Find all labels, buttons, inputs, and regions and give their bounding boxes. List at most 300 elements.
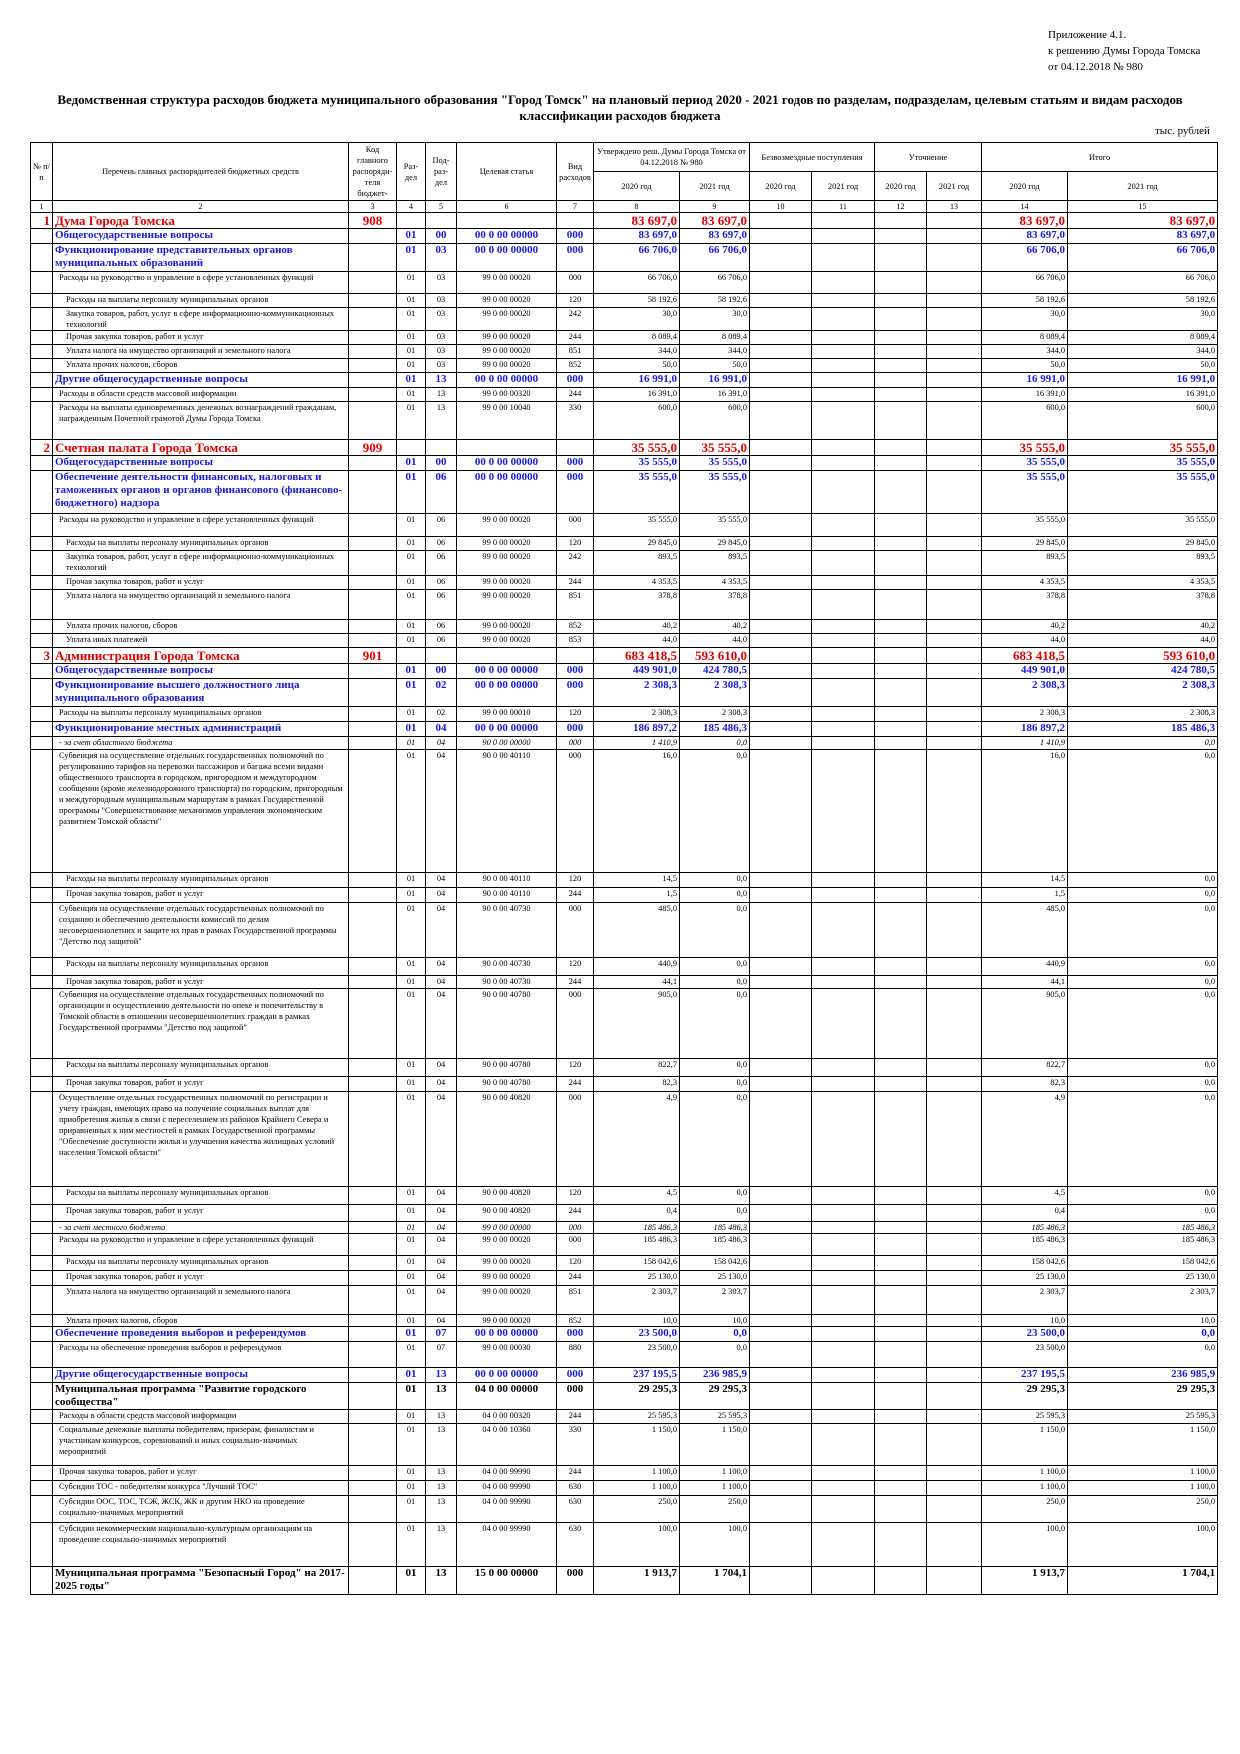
row-clarify-2021 <box>927 345 982 359</box>
row-total-2020: 250,0 <box>982 1496 1068 1523</box>
row-clarify-2020 <box>875 903 927 958</box>
row-total-2020: 185 486,3 <box>982 1234 1068 1256</box>
row-code <box>349 1222 397 1234</box>
row-approved-2021: 30,0 <box>680 308 750 331</box>
column-number: 8 <box>594 201 680 213</box>
row-name: Прочая закупка товаров, работ и услуг <box>53 1205 349 1222</box>
table-row <box>31 873 1218 888</box>
table-row <box>31 402 1218 440</box>
row-approved-2021: 29 295,3 <box>680 1383 750 1410</box>
row-type: 120 <box>557 958 594 976</box>
row-code <box>349 359 397 373</box>
row-number <box>31 514 53 537</box>
row-clarify-2021 <box>927 1187 982 1205</box>
row-name: Прочая закупка товаров, работ и услуг <box>53 576 349 590</box>
row-gratuitous-2020 <box>750 1187 812 1205</box>
row-approved-2021: 2 308,3 <box>680 679 750 707</box>
row-type: 244 <box>557 1410 594 1424</box>
row-approved-2020: 2 308,3 <box>594 707 680 722</box>
row-total-2020: 1 410,9 <box>982 737 1068 750</box>
row-total-2020: 44,0 <box>982 634 1068 648</box>
row-gratuitous-2020 <box>750 1327 812 1342</box>
row-target: 99 0 00 00020 <box>457 272 557 294</box>
row-total-2020: 35 555,0 <box>982 440 1068 456</box>
row-target: 99 0 00 00020 <box>457 514 557 537</box>
row-type: 120 <box>557 294 594 308</box>
row-clarify-2021 <box>927 1567 982 1595</box>
table-row <box>31 440 1218 456</box>
header-year: 2021 год <box>680 172 750 201</box>
row-name: Расходы на выплаты персоналу муниципальных органов <box>53 1256 349 1271</box>
table-row <box>31 213 1218 229</box>
row-type: 000 <box>557 373 594 388</box>
row-gratuitous-2020 <box>750 1466 812 1481</box>
row-target: 90 0 00 40780 <box>457 1059 557 1077</box>
row-approved-2020: 30,0 <box>594 308 680 331</box>
row-target: 00 0 00 00000 <box>457 373 557 388</box>
row-approved-2021: 0,0 <box>680 1059 750 1077</box>
row-approved-2020: 16 991,0 <box>594 373 680 388</box>
row-section: 01 <box>397 664 426 679</box>
row-subsection: 06 <box>426 620 457 634</box>
row-name: Расходы на выплаты единовременных денежных вознаграждений гражданам, награжденным Почетной грамотой Думы Города Томска <box>53 402 349 440</box>
row-approved-2021: 83 697,0 <box>680 229 750 244</box>
row-subsection: 04 <box>426 1059 457 1077</box>
row-clarify-2021 <box>927 1222 982 1234</box>
row-number: 2 <box>31 440 53 456</box>
row-gratuitous-2020 <box>750 514 812 537</box>
row-approved-2021: 100,0 <box>680 1523 750 1567</box>
row-number <box>31 620 53 634</box>
row-gratuitous-2020 <box>750 590 812 620</box>
row-gratuitous-2021 <box>812 989 875 1059</box>
row-target: 99 0 00 00020 <box>457 331 557 345</box>
row-approved-2021: 1 704,1 <box>680 1567 750 1595</box>
row-gratuitous-2020 <box>750 308 812 331</box>
row-subsection: 07 <box>426 1327 457 1342</box>
row-total-2021: 66 706,0 <box>1068 244 1218 272</box>
row-type: 880 <box>557 1342 594 1368</box>
row-type: 852 <box>557 359 594 373</box>
row-total-2020: 100,0 <box>982 1523 1068 1567</box>
row-subsection: 13 <box>426 1383 457 1410</box>
row-total-2020: 1,5 <box>982 888 1068 903</box>
table-row <box>31 1205 1218 1222</box>
row-total-2020: 16 991,0 <box>982 373 1068 388</box>
row-clarify-2020 <box>875 1496 927 1523</box>
row-total-2021: 2 308,3 <box>1068 707 1218 722</box>
row-subsection: 03 <box>426 294 457 308</box>
row-type: 000 <box>557 722 594 737</box>
row-approved-2021: 66 706,0 <box>680 272 750 294</box>
row-number <box>31 551 53 576</box>
row-approved-2020: 44,0 <box>594 634 680 648</box>
row-gratuitous-2021 <box>812 590 875 620</box>
row-target <box>457 213 557 229</box>
row-approved-2021: 0,0 <box>680 737 750 750</box>
row-section <box>397 440 426 456</box>
row-section: 01 <box>397 1410 426 1424</box>
row-clarify-2020 <box>875 1481 927 1496</box>
row-gratuitous-2020 <box>750 722 812 737</box>
row-approved-2020: 29 295,3 <box>594 1383 680 1410</box>
row-target: 99 0 00 00320 <box>457 388 557 402</box>
row-subsection: 06 <box>426 590 457 620</box>
row-gratuitous-2020 <box>750 664 812 679</box>
row-approved-2020: 16 391,0 <box>594 388 680 402</box>
table-row <box>31 1523 1218 1567</box>
row-target: 99 0 00 00020 <box>457 551 557 576</box>
row-number <box>31 537 53 551</box>
table-row <box>31 620 1218 634</box>
row-code <box>349 1059 397 1077</box>
row-name: Расходы на руководство и управление в сфере установленных функций <box>53 272 349 294</box>
row-number <box>31 308 53 331</box>
row-name: Администрация Города Томска <box>53 648 349 664</box>
row-name: Расходы на выплаты персоналу муниципальных органов <box>53 958 349 976</box>
row-section: 01 <box>397 331 426 345</box>
row-type: 330 <box>557 402 594 440</box>
row-gratuitous-2020 <box>750 440 812 456</box>
row-type: 242 <box>557 551 594 576</box>
row-name: Уплата прочих налогов, сборов <box>53 1315 349 1327</box>
row-total-2020: 35 555,0 <box>982 471 1068 514</box>
table-row <box>31 1256 1218 1271</box>
table-row <box>31 1496 1218 1523</box>
row-section: 01 <box>397 590 426 620</box>
row-target: 90 0 00 00000 <box>457 737 557 750</box>
row-number <box>31 976 53 989</box>
row-total-2021: 0,0 <box>1068 888 1218 903</box>
row-gratuitous-2021 <box>812 958 875 976</box>
row-total-2021: 185 486,3 <box>1068 722 1218 737</box>
row-gratuitous-2021 <box>812 750 875 873</box>
row-approved-2020: 10,0 <box>594 1315 680 1327</box>
row-name: Обеспечение деятельности финансовых, налоговых и таможенных органов и органов финансового (финансово-бюджетного) надзора <box>53 471 349 514</box>
row-clarify-2020 <box>875 989 927 1059</box>
row-section: 01 <box>397 903 426 958</box>
row-clarify-2020 <box>875 1567 927 1595</box>
row-type: 000 <box>557 750 594 873</box>
table-row <box>31 359 1218 373</box>
row-approved-2020: 1 150,0 <box>594 1424 680 1466</box>
row-gratuitous-2020 <box>750 1342 812 1368</box>
row-gratuitous-2020 <box>750 294 812 308</box>
row-gratuitous-2021 <box>812 1342 875 1368</box>
row-target: 00 0 00 00000 <box>457 679 557 707</box>
header-subsection: Под-раз-дел <box>426 143 457 201</box>
table-row <box>31 1567 1218 1595</box>
row-subsection: 04 <box>426 1315 457 1327</box>
row-name: Уплата налога на имущество организаций и земельного налога <box>53 1286 349 1315</box>
row-section: 01 <box>397 707 426 722</box>
row-approved-2020: 250,0 <box>594 1496 680 1523</box>
row-target: 99 0 00 00020 <box>457 576 557 590</box>
row-target: 99 0 00 00020 <box>457 590 557 620</box>
row-type <box>557 440 594 456</box>
row-gratuitous-2021 <box>812 976 875 989</box>
row-gratuitous-2021 <box>812 1496 875 1523</box>
table-header <box>31 143 1218 213</box>
row-total-2021: 1 150,0 <box>1068 1424 1218 1466</box>
row-name: Расходы на выплаты персоналу муниципальных органов <box>53 1059 349 1077</box>
row-total-2021: 1 100,0 <box>1068 1481 1218 1496</box>
header-num: № п/п <box>31 143 53 201</box>
row-target: 99 0 00 00020 <box>457 1315 557 1327</box>
row-approved-2021: 158 042,6 <box>680 1256 750 1271</box>
table-row <box>31 388 1218 402</box>
row-approved-2020: 100,0 <box>594 1523 680 1567</box>
header-year: 2020 год <box>750 172 812 201</box>
row-gratuitous-2021 <box>812 373 875 388</box>
row-total-2020: 29 845,0 <box>982 537 1068 551</box>
row-subsection: 02 <box>426 679 457 707</box>
row-number <box>31 1315 53 1327</box>
row-number <box>31 1092 53 1187</box>
row-number <box>31 1059 53 1077</box>
row-approved-2021: 236 985,9 <box>680 1368 750 1383</box>
row-name: Расходы в области средств массовой информации <box>53 388 349 402</box>
row-clarify-2020 <box>875 1410 927 1424</box>
row-name: Прочая закупка товаров, работ и услуг <box>53 331 349 345</box>
row-total-2020: 600,0 <box>982 402 1068 440</box>
row-type: 120 <box>557 873 594 888</box>
row-approved-2021: 600,0 <box>680 402 750 440</box>
row-clarify-2021 <box>927 648 982 664</box>
row-target: 04 0 00 99990 <box>457 1523 557 1567</box>
row-approved-2020: 1 100,0 <box>594 1466 680 1481</box>
row-type: 851 <box>557 590 594 620</box>
row-number <box>31 331 53 345</box>
row-subsection: 13 <box>426 1424 457 1466</box>
row-gratuitous-2020 <box>750 213 812 229</box>
row-code <box>349 722 397 737</box>
row-approved-2021: 10,0 <box>680 1315 750 1327</box>
row-subsection: 04 <box>426 888 457 903</box>
row-clarify-2021 <box>927 1466 982 1481</box>
row-name: Другие общегосударственные вопросы <box>53 1368 349 1383</box>
row-clarify-2020 <box>875 620 927 634</box>
row-clarify-2020 <box>875 213 927 229</box>
row-target: 90 0 00 40730 <box>457 976 557 989</box>
row-clarify-2020 <box>875 456 927 471</box>
row-name: Счетная палата Города Томска <box>53 440 349 456</box>
table-row <box>31 1187 1218 1205</box>
row-total-2021: 0,0 <box>1068 1342 1218 1368</box>
header-clarify: Уточнение <box>875 143 982 172</box>
row-name: Уплата прочих налогов, сборов <box>53 620 349 634</box>
row-name: Дума Города Томска <box>53 213 349 229</box>
row-subsection: 04 <box>426 1256 457 1271</box>
header-year: 2020 год <box>875 172 927 201</box>
table-row <box>31 1410 1218 1424</box>
row-approved-2020: 23 500,0 <box>594 1327 680 1342</box>
row-target: 99 0 00 00020 <box>457 537 557 551</box>
row-approved-2020: 378,8 <box>594 590 680 620</box>
row-number <box>31 1523 53 1567</box>
row-target: 90 0 00 40820 <box>457 1187 557 1205</box>
row-target: 99 0 00 00020 <box>457 1271 557 1286</box>
row-gratuitous-2020 <box>750 1315 812 1327</box>
row-approved-2021: 0,0 <box>680 958 750 976</box>
row-total-2021: 1 100,0 <box>1068 1466 1218 1481</box>
row-code <box>349 576 397 590</box>
row-code <box>349 1234 397 1256</box>
table-row <box>31 1234 1218 1256</box>
row-gratuitous-2021 <box>812 1481 875 1496</box>
row-total-2021: 29 295,3 <box>1068 1383 1218 1410</box>
row-section: 01 <box>397 1234 426 1256</box>
row-gratuitous-2021 <box>812 229 875 244</box>
row-clarify-2020 <box>875 1077 927 1092</box>
row-total-2020: 16,0 <box>982 750 1068 873</box>
row-approved-2021: 50,0 <box>680 359 750 373</box>
row-approved-2021: 35 555,0 <box>680 456 750 471</box>
row-name: Расходы в области средств массовой информации <box>53 1410 349 1424</box>
table-row <box>31 1092 1218 1187</box>
row-approved-2020: 822,7 <box>594 1059 680 1077</box>
row-code <box>349 229 397 244</box>
row-code <box>349 958 397 976</box>
row-type: 851 <box>557 345 594 359</box>
row-clarify-2021 <box>927 707 982 722</box>
row-type: 000 <box>557 1092 594 1187</box>
row-total-2020: 237 195,5 <box>982 1368 1068 1383</box>
row-total-2021: 83 697,0 <box>1068 213 1218 229</box>
row-clarify-2020 <box>875 1342 927 1368</box>
row-target: 00 0 00 00000 <box>457 456 557 471</box>
column-number: 1 <box>31 201 53 213</box>
row-name: Субвенция на осуществление отдельных государственных полномочий по организации и осуществлению деятельности по опеке и попечительству в Томской области в отношении несовершеннолетних граждан в рамках Государственной программы "Детство под защитой" <box>53 989 349 1059</box>
row-approved-2020: 44,1 <box>594 976 680 989</box>
row-gratuitous-2020 <box>750 750 812 873</box>
row-code <box>349 551 397 576</box>
row-approved-2020: 82,3 <box>594 1077 680 1092</box>
table-row <box>31 737 1218 750</box>
header-code: Код главного распоряди-теля бюджет- <box>349 143 397 201</box>
row-clarify-2020 <box>875 1092 927 1187</box>
row-total-2020: 58 192,6 <box>982 294 1068 308</box>
row-total-2021: 16 991,0 <box>1068 373 1218 388</box>
row-approved-2021: 593 610,0 <box>680 648 750 664</box>
row-total-2020: 25 595,3 <box>982 1410 1068 1424</box>
row-approved-2021: 40,2 <box>680 620 750 634</box>
row-approved-2021: 0,0 <box>680 1077 750 1092</box>
row-approved-2020: 185 486,3 <box>594 1222 680 1234</box>
row-name: Расходы на обеспечение проведения выборов и референдумов <box>53 1342 349 1368</box>
header-gratuitous: Безвозмездные поступления <box>750 143 875 172</box>
row-target: 90 0 00 40820 <box>457 1205 557 1222</box>
row-approved-2020: 600,0 <box>594 402 680 440</box>
row-section: 01 <box>397 1077 426 1092</box>
header-year: 2021 год <box>927 172 982 201</box>
table-row <box>31 989 1218 1059</box>
row-section: 01 <box>397 229 426 244</box>
row-code: 901 <box>349 648 397 664</box>
row-type: 000 <box>557 1234 594 1256</box>
row-number <box>31 737 53 750</box>
row-total-2020: 35 555,0 <box>982 456 1068 471</box>
row-gratuitous-2021 <box>812 244 875 272</box>
table-body <box>31 213 1218 1595</box>
row-number <box>31 958 53 976</box>
row-gratuitous-2021 <box>812 331 875 345</box>
row-gratuitous-2020 <box>750 1496 812 1523</box>
row-clarify-2021 <box>927 1286 982 1315</box>
row-target: 00 0 00 00000 <box>457 1368 557 1383</box>
row-code <box>349 1567 397 1595</box>
row-target: 00 0 00 00000 <box>457 1327 557 1342</box>
row-clarify-2020 <box>875 1256 927 1271</box>
row-type: 000 <box>557 229 594 244</box>
row-section: 01 <box>397 551 426 576</box>
row-type: 120 <box>557 1187 594 1205</box>
row-subsection: 04 <box>426 1271 457 1286</box>
row-gratuitous-2021 <box>812 1567 875 1595</box>
row-total-2021: 893,5 <box>1068 551 1218 576</box>
row-approved-2020: 1 913,7 <box>594 1567 680 1595</box>
row-gratuitous-2021 <box>812 1383 875 1410</box>
row-type: 000 <box>557 456 594 471</box>
row-subsection: 04 <box>426 976 457 989</box>
row-gratuitous-2021 <box>812 1410 875 1424</box>
row-total-2021: 236 985,9 <box>1068 1368 1218 1383</box>
row-clarify-2021 <box>927 213 982 229</box>
row-section: 01 <box>397 1466 426 1481</box>
row-subsection <box>426 648 457 664</box>
row-approved-2021: 44,0 <box>680 634 750 648</box>
row-clarify-2021 <box>927 1059 982 1077</box>
row-gratuitous-2020 <box>750 1481 812 1496</box>
row-type: 244 <box>557 1466 594 1481</box>
row-section: 01 <box>397 1368 426 1383</box>
row-approved-2021: 58 192,6 <box>680 294 750 308</box>
row-total-2021: 100,0 <box>1068 1523 1218 1567</box>
row-total-2021: 593 610,0 <box>1068 648 1218 664</box>
row-name: Закупка товаров, работ, услуг в сфере информационно-коммуникационных технологий <box>53 551 349 576</box>
row-gratuitous-2020 <box>750 634 812 648</box>
row-total-2020: 8 089,4 <box>982 331 1068 345</box>
row-approved-2021: 185 486,3 <box>680 722 750 737</box>
row-clarify-2020 <box>875 345 927 359</box>
row-section: 01 <box>397 345 426 359</box>
column-number: 4 <box>397 201 426 213</box>
row-name: Общегосударственные вопросы <box>53 229 349 244</box>
table-row <box>31 471 1218 514</box>
row-number <box>31 873 53 888</box>
row-number <box>31 750 53 873</box>
row-gratuitous-2020 <box>750 1222 812 1234</box>
row-gratuitous-2021 <box>812 1368 875 1383</box>
row-type: 330 <box>557 1424 594 1466</box>
row-gratuitous-2020 <box>750 576 812 590</box>
row-target: 99 0 00 00010 <box>457 707 557 722</box>
row-total-2021: 8 089,4 <box>1068 331 1218 345</box>
row-total-2020: 16 391,0 <box>982 388 1068 402</box>
row-name: Уплата иных платежей <box>53 634 349 648</box>
row-type: 852 <box>557 620 594 634</box>
row-clarify-2020 <box>875 722 927 737</box>
row-clarify-2021 <box>927 664 982 679</box>
row-section: 01 <box>397 737 426 750</box>
row-gratuitous-2021 <box>812 888 875 903</box>
row-target: 04 0 00 10360 <box>457 1424 557 1466</box>
row-section: 01 <box>397 620 426 634</box>
row-clarify-2020 <box>875 1059 927 1077</box>
row-total-2020: 4,5 <box>982 1187 1068 1205</box>
row-subsection: 04 <box>426 1187 457 1205</box>
row-subsection: 03 <box>426 331 457 345</box>
